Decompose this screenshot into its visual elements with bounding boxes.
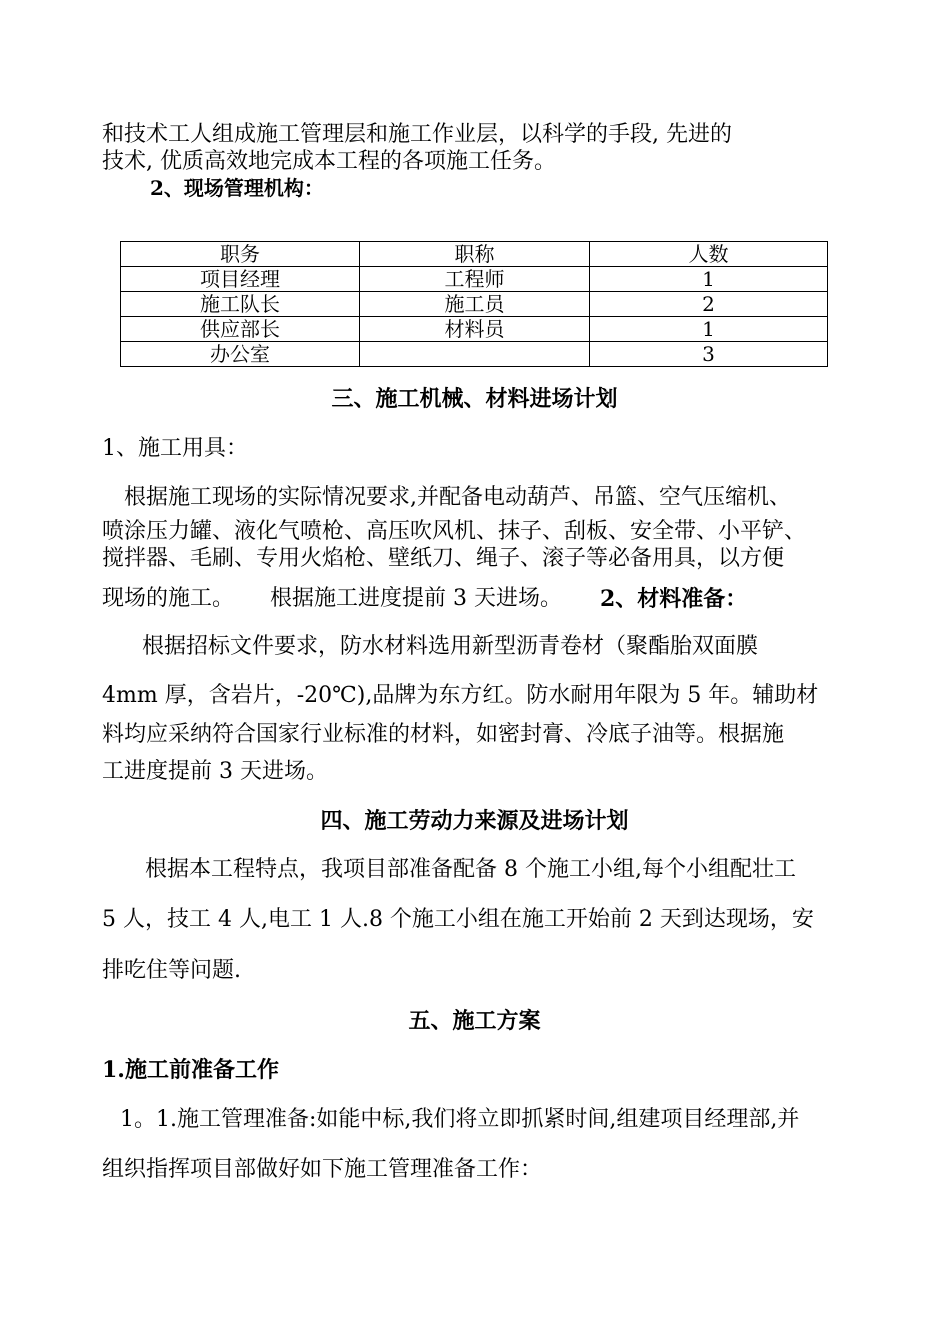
labor-para-line-3: 排吃住等问题.	[102, 958, 241, 983]
table-cell: 供应部长	[121, 317, 360, 342]
table-cell: 材料员	[360, 317, 590, 342]
materials-item-heading: 2、材料准备：	[600, 586, 748, 612]
tools-para-line-1: 根据施工现场的实际情况要求,并配备电动葫芦、吊篮、空气压缩机、	[124, 485, 791, 510]
table-header-cell: 职务	[121, 242, 360, 267]
section-3-heading: 三、施工机械、材料进场计划	[331, 386, 618, 412]
table-cell: 1	[590, 317, 828, 342]
table-row	[121, 317, 828, 342]
tools-item-heading: 1、施工用具：	[102, 436, 248, 461]
table-cell	[360, 342, 590, 367]
prep-subheading: 1.施工前准备工作	[102, 1057, 279, 1083]
table-row	[121, 342, 828, 367]
materials-para-line-3: 料均应采纳符合国家行业标准的材料，如密封膏、冷底子油等。根据施	[102, 722, 785, 747]
tools-para-line-4b: 根据施工进度提前 3 天进场。	[270, 586, 562, 611]
section-4-heading: 四、施工劳动力来源及进场计划	[320, 808, 629, 834]
table-cell: 3	[590, 342, 828, 367]
table-cell: 2	[590, 292, 828, 317]
tools-para-line-2: 喷涂压力罐、液化气喷枪、高压吹风机、抹子、刮板、安全带、小平铲、	[102, 519, 807, 544]
section-5-heading: 五、施工方案	[408, 1008, 541, 1034]
table-cell: 1	[590, 267, 828, 292]
tools-para-line-3: 搅拌器、毛刷、专用火焰枪、壁纸刀、绳子、滚子等必备用具，以方便	[102, 546, 785, 571]
table-cell: 办公室	[121, 342, 360, 367]
table-cell: 施工队长	[121, 292, 360, 317]
prep-para-line-2: 组织指挥项目部做好如下施工管理准备工作：	[102, 1157, 543, 1182]
intro-line-2: 技术, 优质高效地完成本工程的各项施工任务。	[102, 149, 556, 174]
tools-para-line-4a: 现场的施工。	[102, 586, 235, 611]
table-row	[121, 267, 828, 292]
table-cell: 工程师	[360, 267, 590, 292]
prep-para-line-1: 1。1.施工管理准备:如能中标,我们将立即抓紧时间,组建项目经理部,并	[120, 1107, 800, 1132]
materials-para-line-1: 根据招标文件要求，防水材料选用新型沥青卷材（聚酯胎双面膜	[142, 634, 759, 659]
table-header-cell: 职称	[360, 242, 590, 267]
table-row	[121, 292, 828, 317]
table-cell: 施工员	[360, 292, 590, 317]
materials-para-line-2: 4mm 厚，含岩片，-20℃),品牌为东方红。防水耐用年限为 5 年。辅助材	[102, 683, 819, 708]
labor-para-line-2: 5 人，技工 4 人,电工 1 人.8 个施工小组在施工开始前 2 天到达现场，安	[102, 907, 814, 932]
staff-table	[120, 241, 828, 367]
table-header-row	[121, 242, 828, 267]
table-header-cell: 人数	[590, 242, 828, 267]
org-subheading: 2、现场管理机构：	[150, 176, 324, 200]
intro-line-1: 和技术工人组成施工管理层和施工作业层，以科学的手段, 先进的	[102, 122, 732, 147]
materials-para-line-4: 工进度提前 3 天进场。	[102, 759, 328, 784]
labor-para-line-1: 根据本工程特点，我项目部准备配备 8 个施工小组,每个小组配壮工	[145, 857, 796, 882]
table-cell: 项目经理	[121, 267, 360, 292]
